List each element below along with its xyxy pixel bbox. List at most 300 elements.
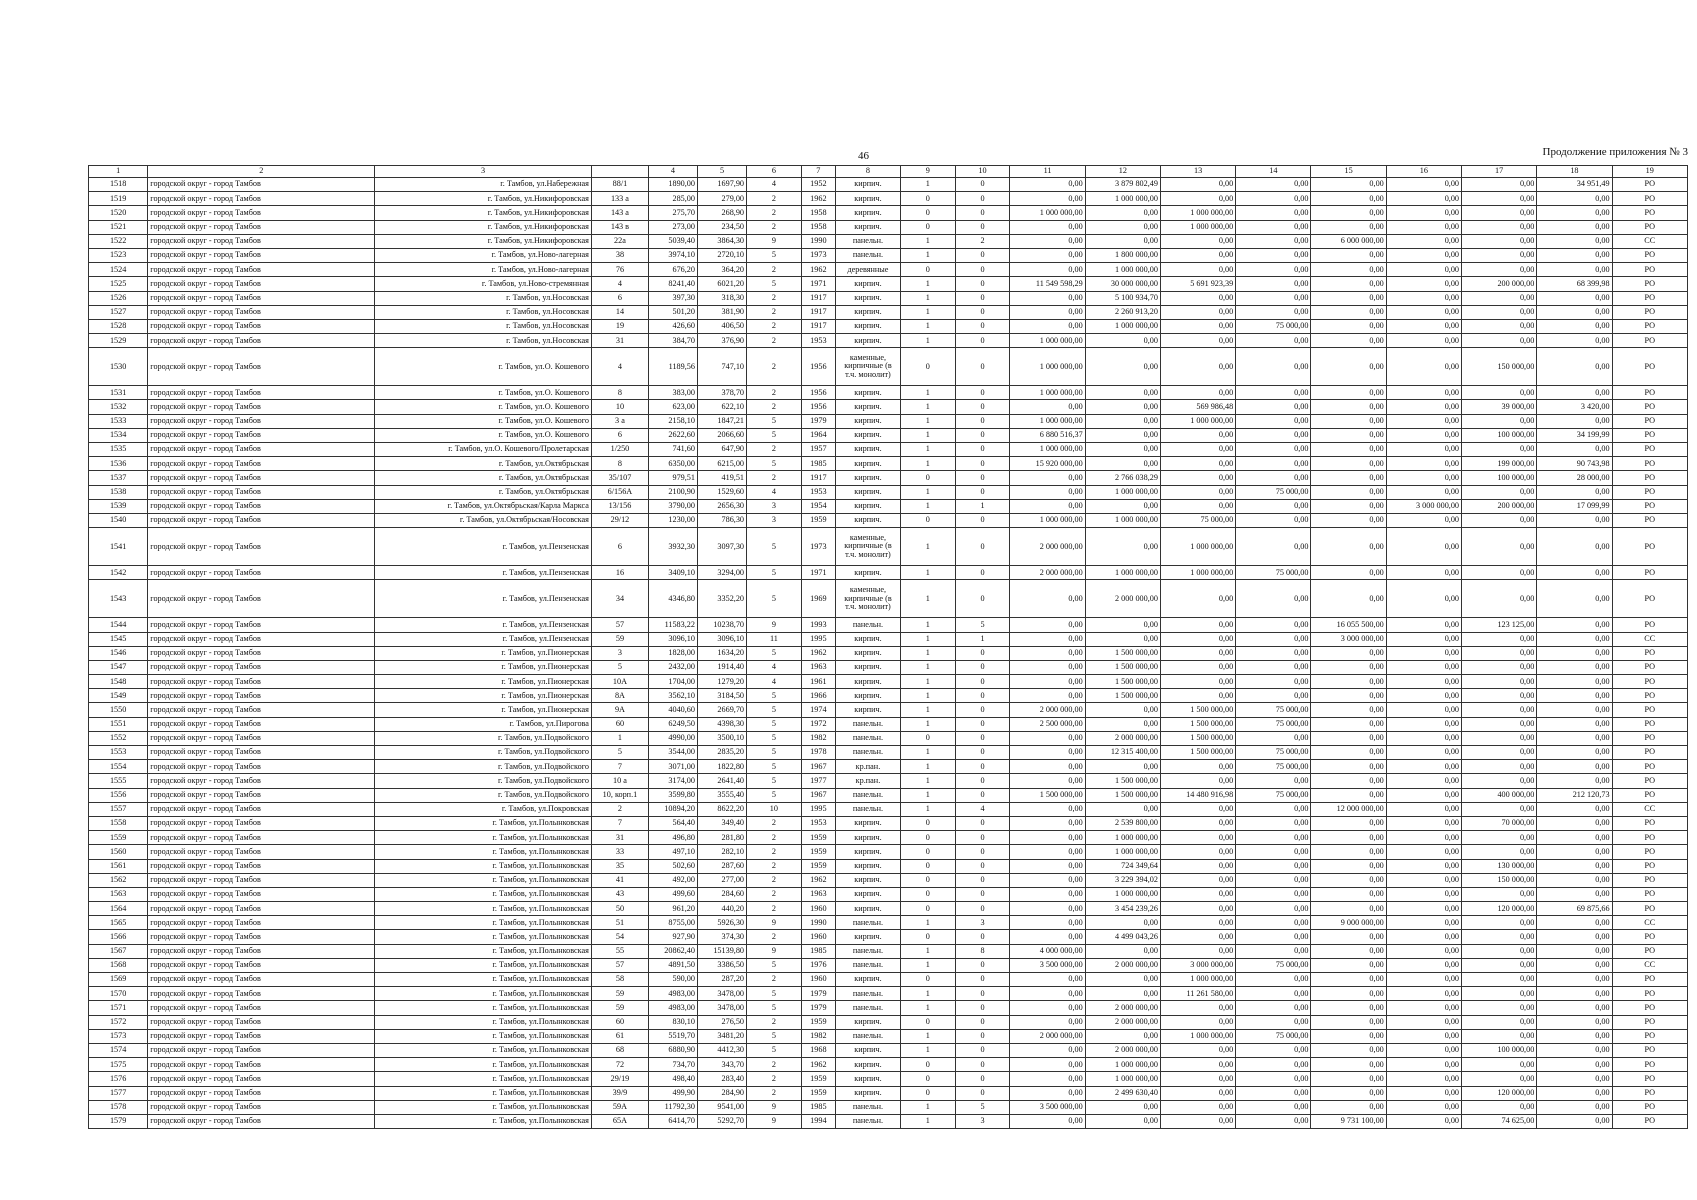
build-year-cell: 1973 [801, 528, 835, 566]
total-area-cell: 397,30 [648, 291, 697, 305]
col-13-amount-cell: 0,00 [1160, 580, 1235, 618]
house-number-cell: 72 [591, 1058, 648, 1072]
col-12-amount-cell: 1 500 000,00 [1085, 646, 1160, 660]
table-row [89, 305, 1688, 319]
municipality-cell: городской округ - город Тамбов [148, 930, 375, 944]
column-number-header [591, 166, 648, 178]
col-11-amount-cell: 0,00 [1010, 660, 1085, 674]
house-number-cell: 54 [591, 930, 648, 944]
table-row [89, 319, 1688, 333]
row-number-cell: 1555 [89, 774, 148, 788]
col-11-amount-cell: 0,00 [1010, 802, 1085, 816]
col-16-amount-cell: 0,00 [1386, 305, 1461, 319]
col-15-amount-cell: 0,00 [1311, 580, 1386, 618]
total-area-cell: 6414,70 [648, 1114, 697, 1128]
address-cell: г. Тамбов, ул.О. Кошевого/Пролетарская [375, 443, 592, 457]
col-14-amount-cell: 0,00 [1236, 675, 1311, 689]
housing-register-table [88, 165, 1688, 1129]
floors-cell: 5 [747, 1043, 802, 1057]
living-area-cell: 287,60 [697, 859, 746, 873]
col-18-amount-cell: 0,00 [1537, 580, 1612, 618]
col-9-value-cell: 0 [900, 902, 955, 916]
total-area-cell: 830,10 [648, 1015, 697, 1029]
col-10-value-cell: 0 [955, 428, 1010, 442]
floors-cell: 2 [747, 1058, 802, 1072]
col-14-amount-cell: 0,00 [1236, 528, 1311, 566]
build-year-cell: 1957 [801, 443, 835, 457]
address-cell: г. Тамбов, ул.Никифоровская [375, 192, 592, 206]
col-16-amount-cell: 0,00 [1386, 760, 1461, 774]
address-cell: г. Тамбов, ул.Полынковская [375, 816, 592, 830]
col-12-amount-cell: 724 349,64 [1085, 859, 1160, 873]
col-17-amount-cell: 0,00 [1462, 802, 1537, 816]
col-13-amount-cell: 0,00 [1160, 457, 1235, 471]
fund-type-cell: РО [1612, 334, 1687, 348]
col-12-amount-cell: 0,00 [1085, 457, 1160, 471]
col-13-amount-cell: 1 000 000,00 [1160, 528, 1235, 566]
row-number-cell: 1558 [89, 816, 148, 830]
municipality-cell: городской округ - город Тамбов [148, 859, 375, 873]
col-18-amount-cell: 0,00 [1537, 916, 1612, 930]
table-row [89, 902, 1688, 916]
col-18-amount-cell: 28 000,00 [1537, 471, 1612, 485]
floors-cell: 5 [747, 1001, 802, 1015]
floors-cell: 5 [747, 566, 802, 580]
col-11-amount-cell: 0,00 [1010, 987, 1085, 1001]
table-row [89, 485, 1688, 499]
col-15-amount-cell: 3 000 000,00 [1311, 632, 1386, 646]
col-11-amount-cell: 0,00 [1010, 887, 1085, 901]
col-18-amount-cell: 0,00 [1537, 1100, 1612, 1114]
col-12-amount-cell: 0,00 [1085, 973, 1160, 987]
col-17-amount-cell: 0,00 [1462, 319, 1537, 333]
living-area-cell: 5292,70 [697, 1114, 746, 1128]
col-10-value-cell: 5 [955, 618, 1010, 632]
col-9-value-cell: 1 [900, 1043, 955, 1057]
address-cell: г. Тамбов, ул.Полынковская [375, 944, 592, 958]
col-15-amount-cell: 0,00 [1311, 675, 1386, 689]
municipality-cell: городской округ - город Тамбов [148, 902, 375, 916]
municipality-cell: городской округ - город Тамбов [148, 220, 375, 234]
wall-material-cell: панельн. [835, 1001, 900, 1015]
col-11-amount-cell: 0,00 [1010, 816, 1085, 830]
municipality-cell: городской округ - город Тамбов [148, 319, 375, 333]
col-9-value-cell: 1 [900, 1029, 955, 1043]
col-13-amount-cell: 569 986,48 [1160, 400, 1235, 414]
address-cell: г. Тамбов, ул.Пионерская [375, 689, 592, 703]
table-row [89, 816, 1688, 830]
col-9-value-cell: 0 [900, 1058, 955, 1072]
fund-type-cell: РО [1612, 277, 1687, 291]
total-area-cell: 383,00 [648, 386, 697, 400]
col-9-value-cell: 1 [900, 717, 955, 731]
fund-type-cell: РО [1612, 1015, 1687, 1029]
house-number-cell: 31 [591, 334, 648, 348]
wall-material-cell: кирпич. [835, 1086, 900, 1100]
col-12-amount-cell: 0,00 [1085, 1029, 1160, 1043]
build-year-cell: 1982 [801, 731, 835, 745]
house-number-cell: 59А [591, 1100, 648, 1114]
house-number-cell: 3 а [591, 414, 648, 428]
floors-cell: 2 [747, 319, 802, 333]
row-number-cell: 1571 [89, 1001, 148, 1015]
municipality-cell: городской округ - город Тамбов [148, 348, 375, 386]
col-10-value-cell: 0 [955, 248, 1010, 262]
col-15-amount-cell: 0,00 [1311, 334, 1386, 348]
fund-type-cell: РО [1612, 902, 1687, 916]
floors-cell: 5 [747, 788, 802, 802]
floors-cell: 5 [747, 1029, 802, 1043]
fund-type-cell: СС [1612, 802, 1687, 816]
house-number-cell: 10 [591, 400, 648, 414]
municipality-cell: городской округ - город Тамбов [148, 580, 375, 618]
col-11-amount-cell: 0,00 [1010, 618, 1085, 632]
col-9-value-cell: 1 [900, 660, 955, 674]
col-9-value-cell: 0 [900, 731, 955, 745]
build-year-cell: 1953 [801, 485, 835, 499]
fund-type-cell: РО [1612, 485, 1687, 499]
col-9-value-cell: 1 [900, 703, 955, 717]
wall-material-cell: кирпич. [835, 513, 900, 527]
municipality-cell: городской округ - город Тамбов [148, 717, 375, 731]
total-area-cell: 2622,60 [648, 428, 697, 442]
col-13-amount-cell: 0,00 [1160, 291, 1235, 305]
municipality-cell: городской округ - город Тамбов [148, 192, 375, 206]
col-16-amount-cell: 0,00 [1386, 192, 1461, 206]
col-18-amount-cell: 0,00 [1537, 845, 1612, 859]
fund-type-cell: РО [1612, 646, 1687, 660]
col-16-amount-cell: 0,00 [1386, 220, 1461, 234]
col-13-amount-cell: 0,00 [1160, 930, 1235, 944]
col-10-value-cell: 0 [955, 845, 1010, 859]
col-10-value-cell: 5 [955, 1100, 1010, 1114]
house-number-cell: 9А [591, 703, 648, 717]
row-number-cell: 1520 [89, 206, 148, 220]
total-area-cell: 6880,90 [648, 1043, 697, 1057]
col-9-value-cell: 0 [900, 1015, 955, 1029]
col-16-amount-cell: 0,00 [1386, 902, 1461, 916]
build-year-cell: 1917 [801, 291, 835, 305]
total-area-cell: 384,70 [648, 334, 697, 348]
wall-material-cell: кирпич. [835, 973, 900, 987]
build-year-cell: 1962 [801, 192, 835, 206]
municipality-cell: городской округ - город Тамбов [148, 646, 375, 660]
col-16-amount-cell: 0,00 [1386, 703, 1461, 717]
wall-material-cell: каменные, кирпичные (в т.ч. монолит) [835, 348, 900, 386]
col-18-amount-cell: 0,00 [1537, 1001, 1612, 1015]
col-9-value-cell: 1 [900, 499, 955, 513]
municipality-cell: городской округ - город Тамбов [148, 944, 375, 958]
address-cell: г. Тамбов, ул.Полынковская [375, 930, 592, 944]
column-number-row [89, 166, 1688, 178]
col-14-amount-cell: 0,00 [1236, 973, 1311, 987]
wall-material-cell: кирпич. [835, 689, 900, 703]
table-row [89, 291, 1688, 305]
municipality-cell: городской округ - город Тамбов [148, 958, 375, 972]
fund-type-cell: РО [1612, 703, 1687, 717]
living-area-cell: 3097,30 [697, 528, 746, 566]
house-number-cell: 6/156А [591, 485, 648, 499]
col-12-amount-cell: 30 000 000,00 [1085, 277, 1160, 291]
municipality-cell: городской округ - город Тамбов [148, 400, 375, 414]
column-number-header: 19 [1612, 166, 1687, 178]
col-11-amount-cell: 0,00 [1010, 248, 1085, 262]
housing-register-sheet [88, 165, 1688, 1129]
living-area-cell: 1697,90 [697, 178, 746, 192]
col-10-value-cell: 0 [955, 513, 1010, 527]
address-cell: г. Тамбов, ул.Полынковская [375, 1001, 592, 1015]
col-13-amount-cell: 0,00 [1160, 334, 1235, 348]
col-17-amount-cell: 0,00 [1462, 248, 1537, 262]
col-14-amount-cell: 0,00 [1236, 987, 1311, 1001]
col-16-amount-cell: 0,00 [1386, 1001, 1461, 1015]
living-area-cell: 1529,60 [697, 485, 746, 499]
col-18-amount-cell: 17 099,99 [1537, 499, 1612, 513]
living-area-cell: 276,50 [697, 1015, 746, 1029]
address-cell: г. Тамбов, ул.Пензенская [375, 566, 592, 580]
build-year-cell: 1960 [801, 902, 835, 916]
living-area-cell: 349,40 [697, 816, 746, 830]
col-9-value-cell: 1 [900, 774, 955, 788]
wall-material-cell: каменные, кирпичные (в т.ч. монолит) [835, 528, 900, 566]
col-14-amount-cell: 0,00 [1236, 414, 1311, 428]
build-year-cell: 1990 [801, 916, 835, 930]
col-18-amount-cell: 0,00 [1537, 1029, 1612, 1043]
table-row [89, 1001, 1688, 1015]
house-number-cell: 59 [591, 987, 648, 1001]
col-18-amount-cell: 0,00 [1537, 528, 1612, 566]
col-17-amount-cell: 100 000,00 [1462, 471, 1537, 485]
fund-type-cell: РО [1612, 386, 1687, 400]
floors-cell: 5 [747, 717, 802, 731]
fund-type-cell: РО [1612, 1058, 1687, 1072]
living-area-cell: 4412,30 [697, 1043, 746, 1057]
col-11-amount-cell: 0,00 [1010, 930, 1085, 944]
col-14-amount-cell: 75 000,00 [1236, 788, 1311, 802]
table-row [89, 263, 1688, 277]
col-11-amount-cell: 0,00 [1010, 499, 1085, 513]
build-year-cell: 1972 [801, 717, 835, 731]
col-14-amount-cell: 0,00 [1236, 845, 1311, 859]
total-area-cell: 502,60 [648, 859, 697, 873]
total-area-cell: 20862,40 [648, 944, 697, 958]
col-18-amount-cell: 0,00 [1537, 1114, 1612, 1128]
col-14-amount-cell: 0,00 [1236, 831, 1311, 845]
house-number-cell: 58 [591, 973, 648, 987]
floors-cell: 5 [747, 428, 802, 442]
address-cell: г. Тамбов, ул.Пионерская [375, 703, 592, 717]
house-number-cell: 34 [591, 580, 648, 618]
fund-type-cell: СС [1612, 632, 1687, 646]
address-cell: г. Тамбов, ул.Подвойского [375, 760, 592, 774]
col-10-value-cell: 0 [955, 319, 1010, 333]
col-12-amount-cell: 0,00 [1085, 760, 1160, 774]
house-number-cell: 31 [591, 831, 648, 845]
col-17-amount-cell: 0,00 [1462, 291, 1537, 305]
fund-type-cell: РО [1612, 206, 1687, 220]
house-number-cell: 33 [591, 845, 648, 859]
col-11-amount-cell: 4 000 000,00 [1010, 944, 1085, 958]
address-cell: г. Тамбов, ул.Полынковская [375, 1072, 592, 1086]
col-18-amount-cell: 0,00 [1537, 305, 1612, 319]
col-15-amount-cell: 0,00 [1311, 831, 1386, 845]
living-area-cell: 282,10 [697, 845, 746, 859]
col-12-amount-cell: 3 879 802,49 [1085, 178, 1160, 192]
col-16-amount-cell: 0,00 [1386, 528, 1461, 566]
col-14-amount-cell: 0,00 [1236, 428, 1311, 442]
municipality-cell: городской округ - город Тамбов [148, 248, 375, 262]
col-16-amount-cell: 0,00 [1386, 973, 1461, 987]
fund-type-cell: СС [1612, 916, 1687, 930]
floors-cell: 2 [747, 334, 802, 348]
municipality-cell: городской округ - город Тамбов [148, 263, 375, 277]
col-10-value-cell: 0 [955, 457, 1010, 471]
col-14-amount-cell: 75 000,00 [1236, 485, 1311, 499]
column-number-header: 18 [1537, 166, 1612, 178]
col-15-amount-cell: 0,00 [1311, 1100, 1386, 1114]
wall-material-cell: кирпич. [835, 457, 900, 471]
col-18-amount-cell: 34 951,49 [1537, 178, 1612, 192]
col-16-amount-cell: 0,00 [1386, 1114, 1461, 1128]
wall-material-cell: панельн. [835, 234, 900, 248]
column-number-header: 11 [1010, 166, 1085, 178]
col-15-amount-cell: 0,00 [1311, 703, 1386, 717]
col-15-amount-cell: 0,00 [1311, 178, 1386, 192]
col-17-amount-cell: 0,00 [1462, 958, 1537, 972]
col-9-value-cell: 1 [900, 788, 955, 802]
house-number-cell: 10, корп.1 [591, 788, 648, 802]
col-16-amount-cell: 0,00 [1386, 566, 1461, 580]
col-18-amount-cell: 0,00 [1537, 689, 1612, 703]
col-12-amount-cell: 1 800 000,00 [1085, 248, 1160, 262]
living-area-cell: 3096,10 [697, 632, 746, 646]
col-10-value-cell: 0 [955, 528, 1010, 566]
living-area-cell: 2656,30 [697, 499, 746, 513]
house-number-cell: 13/156 [591, 499, 648, 513]
table-row [89, 1043, 1688, 1057]
total-area-cell: 741,60 [648, 443, 697, 457]
col-17-amount-cell: 0,00 [1462, 774, 1537, 788]
house-number-cell: 43 [591, 887, 648, 901]
col-14-amount-cell: 75 000,00 [1236, 717, 1311, 731]
house-number-cell: 61 [591, 1029, 648, 1043]
col-15-amount-cell: 0,00 [1311, 192, 1386, 206]
table-row [89, 717, 1688, 731]
address-cell: г. Тамбов, ул.О. Кошевого [375, 400, 592, 414]
col-17-amount-cell: 150 000,00 [1462, 873, 1537, 887]
col-18-amount-cell: 3 420,00 [1537, 400, 1612, 414]
col-9-value-cell: 1 [900, 689, 955, 703]
col-14-amount-cell: 0,00 [1236, 731, 1311, 745]
house-number-cell: 6 [591, 428, 648, 442]
row-number-cell: 1566 [89, 930, 148, 944]
col-9-value-cell: 1 [900, 1100, 955, 1114]
living-area-cell: 10238,70 [697, 618, 746, 632]
col-17-amount-cell: 0,00 [1462, 528, 1537, 566]
table-row [89, 206, 1688, 220]
col-18-amount-cell: 69 875,66 [1537, 902, 1612, 916]
municipality-cell: городской округ - город Тамбов [148, 566, 375, 580]
col-10-value-cell: 0 [955, 859, 1010, 873]
municipality-cell: городской округ - город Тамбов [148, 660, 375, 674]
floors-cell: 2 [747, 220, 802, 234]
wall-material-cell: кирпич. [835, 632, 900, 646]
col-10-value-cell: 0 [955, 277, 1010, 291]
col-12-amount-cell: 1 500 000,00 [1085, 788, 1160, 802]
col-18-amount-cell: 0,00 [1537, 873, 1612, 887]
wall-material-cell: панельн. [835, 802, 900, 816]
table-row [89, 499, 1688, 513]
col-17-amount-cell: 0,00 [1462, 1015, 1537, 1029]
table-row [89, 1114, 1688, 1128]
living-area-cell: 284,90 [697, 1086, 746, 1100]
col-18-amount-cell: 0,00 [1537, 414, 1612, 428]
municipality-cell: городской округ - город Тамбов [148, 816, 375, 830]
address-cell: г. Тамбов, ул.Пензенская [375, 528, 592, 566]
table-row [89, 703, 1688, 717]
col-9-value-cell: 1 [900, 632, 955, 646]
col-11-amount-cell: 11 549 598,29 [1010, 277, 1085, 291]
col-10-value-cell: 0 [955, 646, 1010, 660]
col-18-amount-cell: 0,00 [1537, 802, 1612, 816]
address-cell: г. Тамбов, ул.Пензенская [375, 632, 592, 646]
municipality-cell: городской округ - город Тамбов [148, 1058, 375, 1072]
address-cell: г. Тамбов, ул.Ново-лагерная [375, 248, 592, 262]
col-17-amount-cell: 199 000,00 [1462, 457, 1537, 471]
build-year-cell: 1953 [801, 334, 835, 348]
col-10-value-cell: 0 [955, 1029, 1010, 1043]
municipality-cell: городской округ - город Тамбов [148, 873, 375, 887]
col-9-value-cell: 1 [900, 958, 955, 972]
col-14-amount-cell: 0,00 [1236, 660, 1311, 674]
living-area-cell: 3481,20 [697, 1029, 746, 1043]
col-14-amount-cell: 0,00 [1236, 305, 1311, 319]
house-number-cell: 59 [591, 1001, 648, 1015]
col-18-amount-cell: 0,00 [1537, 234, 1612, 248]
fund-type-cell: РО [1612, 566, 1687, 580]
build-year-cell: 1994 [801, 1114, 835, 1128]
floors-cell: 5 [747, 414, 802, 428]
col-17-amount-cell: 0,00 [1462, 443, 1537, 457]
col-16-amount-cell: 0,00 [1386, 348, 1461, 386]
floors-cell: 9 [747, 944, 802, 958]
build-year-cell: 1982 [801, 1029, 835, 1043]
col-9-value-cell: 0 [900, 220, 955, 234]
address-cell: г. Тамбов, ул.Полынковская [375, 916, 592, 930]
build-year-cell: 1967 [801, 760, 835, 774]
total-area-cell: 501,20 [648, 305, 697, 319]
column-number-header: 14 [1236, 166, 1311, 178]
address-cell: г. Тамбов, ул.Октябрьская [375, 485, 592, 499]
col-17-amount-cell: 150 000,00 [1462, 348, 1537, 386]
build-year-cell: 1985 [801, 944, 835, 958]
col-17-amount-cell: 0,00 [1462, 513, 1537, 527]
col-17-amount-cell: 0,00 [1462, 305, 1537, 319]
col-11-amount-cell: 0,00 [1010, 400, 1085, 414]
col-18-amount-cell: 0,00 [1537, 443, 1612, 457]
column-number-header: 12 [1085, 166, 1160, 178]
living-area-cell: 647,90 [697, 443, 746, 457]
row-number-cell: 1526 [89, 291, 148, 305]
col-9-value-cell: 1 [900, 646, 955, 660]
col-18-amount-cell: 0,00 [1537, 816, 1612, 830]
col-13-amount-cell: 0,00 [1160, 902, 1235, 916]
address-cell: г. Тамбов, ул.Полынковская [375, 958, 592, 972]
col-18-amount-cell: 0,00 [1537, 887, 1612, 901]
col-15-amount-cell: 0,00 [1311, 845, 1386, 859]
total-area-cell: 2100,90 [648, 485, 697, 499]
col-17-amount-cell: 0,00 [1462, 703, 1537, 717]
